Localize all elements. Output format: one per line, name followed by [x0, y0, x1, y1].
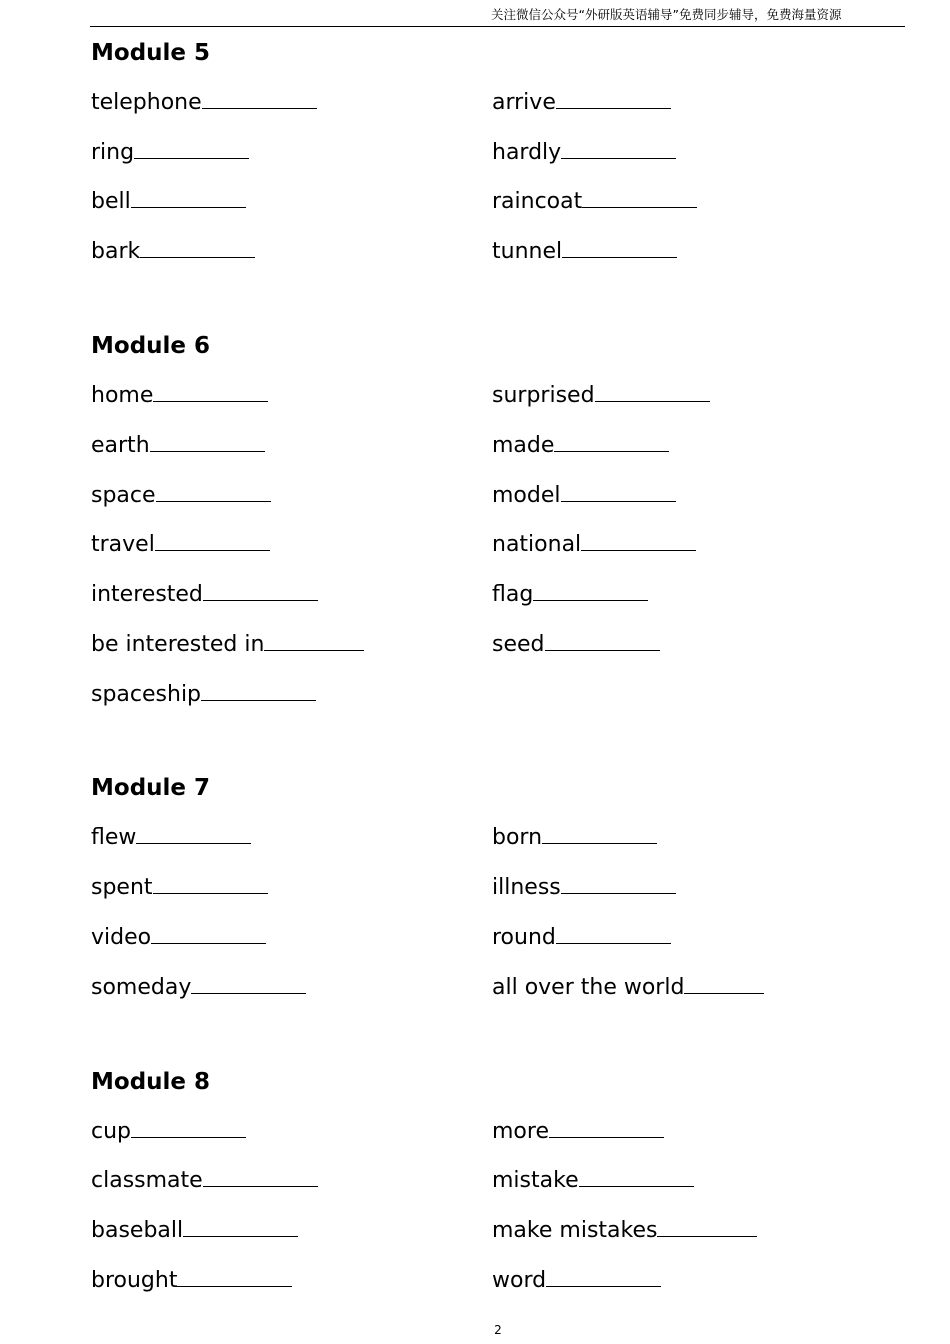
vocab-word: word: [492, 1268, 547, 1293]
vocab-word: travel: [91, 532, 155, 557]
answer-blank[interactable]: [134, 140, 249, 159]
answer-blank[interactable]: [556, 925, 671, 944]
vocab-word: video: [91, 925, 152, 950]
vocab-word: ring: [91, 140, 135, 165]
vocab-item: [91, 581, 318, 609]
vocab-item: [91, 874, 268, 902]
answer-blank[interactable]: [155, 532, 270, 551]
vocab-word: surprised: [492, 383, 595, 408]
vocab-item: [492, 482, 676, 510]
vocab-word: flag: [492, 582, 534, 607]
vocab-item: [91, 482, 271, 510]
vocab-item: [492, 531, 696, 559]
answer-blank[interactable]: [595, 383, 710, 402]
module-title: Module 7: [91, 775, 211, 801]
vocab-item: [492, 1167, 694, 1195]
vocab-item: [91, 631, 364, 659]
answer-blank[interactable]: [556, 90, 671, 109]
answer-blank[interactable]: [264, 632, 364, 651]
vocab-word: make mistakes: [492, 1218, 658, 1243]
vocab-item: [492, 924, 671, 952]
vocab-word: cup: [91, 1119, 132, 1144]
vocab-word: born: [492, 825, 543, 850]
answer-blank[interactable]: [203, 582, 318, 601]
answer-blank[interactable]: [150, 433, 265, 452]
vocab-item: [492, 1267, 661, 1295]
vocab-word: illness: [492, 875, 561, 900]
vocab-item: [492, 188, 697, 216]
vocab-word: telephone: [91, 90, 202, 115]
vocab-word: home: [91, 383, 154, 408]
vocab-word: classmate: [91, 1168, 203, 1193]
vocab-word: mistake: [492, 1168, 579, 1193]
vocab-word: national: [492, 532, 582, 557]
answer-blank[interactable]: [131, 189, 246, 208]
answer-blank[interactable]: [151, 925, 266, 944]
vocab-word: be interested in: [91, 632, 265, 657]
vocab-item: [492, 874, 676, 902]
vocab-item: [91, 1167, 318, 1195]
answer-blank[interactable]: [153, 875, 268, 894]
vocab-word: round: [492, 925, 556, 950]
answer-blank[interactable]: [546, 1268, 661, 1287]
vocab-item: [91, 432, 265, 460]
vocab-word: spent: [91, 875, 153, 900]
vocab-item: [91, 1118, 246, 1146]
answer-blank[interactable]: [191, 975, 306, 994]
vocab-word: space: [91, 483, 156, 508]
vocab-word: someday: [91, 975, 192, 1000]
vocab-word: earth: [91, 433, 150, 458]
module-title: Module 5: [91, 40, 211, 66]
answer-blank[interactable]: [533, 582, 648, 601]
answer-blank[interactable]: [562, 239, 677, 258]
answer-blank[interactable]: [582, 189, 697, 208]
vocab-item: [492, 238, 677, 266]
vocab-item: [91, 382, 268, 410]
answer-blank[interactable]: [183, 1218, 298, 1237]
vocab-item: [492, 1118, 664, 1146]
vocab-item: [91, 681, 316, 709]
vocab-word: arrive: [492, 90, 556, 115]
vocab-item: [91, 89, 317, 117]
vocab-word: bark: [91, 239, 141, 264]
vocab-word: tunnel: [492, 239, 563, 264]
answer-blank[interactable]: [177, 1268, 292, 1287]
vocab-item: [91, 824, 251, 852]
answer-blank[interactable]: [153, 383, 268, 402]
vocab-word: raincoat: [492, 189, 583, 214]
answer-blank[interactable]: [131, 1119, 246, 1138]
vocab-item: [91, 1217, 298, 1245]
answer-blank[interactable]: [542, 825, 657, 844]
page-number: 2: [494, 1323, 502, 1337]
vocab-item: [91, 531, 270, 559]
answer-blank[interactable]: [657, 1218, 757, 1237]
vocab-item: [492, 89, 671, 117]
vocab-item: [492, 631, 660, 659]
vocab-word: brought: [91, 1268, 178, 1293]
vocab-item: [91, 188, 246, 216]
vocab-item: [492, 382, 710, 410]
answer-blank[interactable]: [203, 1168, 318, 1187]
vocab-word: hardly: [492, 140, 562, 165]
answer-blank[interactable]: [201, 682, 316, 701]
vocab-item: [492, 581, 648, 609]
answer-blank[interactable]: [156, 483, 271, 502]
vocab-item: [492, 139, 676, 167]
vocab-item: [91, 924, 266, 952]
vocab-item: [492, 974, 764, 1002]
vocab-word: model: [492, 483, 561, 508]
vocab-word: seed: [492, 632, 545, 657]
vocab-item: [492, 1217, 757, 1245]
vocab-word: bell: [91, 189, 131, 214]
vocab-word: more: [492, 1119, 549, 1144]
module-title: Module 6: [91, 333, 211, 359]
vocab-item: [492, 432, 669, 460]
module-title: Module 8: [91, 1069, 211, 1095]
answer-blank[interactable]: [202, 90, 317, 109]
vocab-item: [91, 139, 249, 167]
answer-blank[interactable]: [549, 1119, 664, 1138]
vocab-word: flew: [91, 825, 137, 850]
answer-blank[interactable]: [561, 140, 676, 159]
vocab-word: all over the world: [492, 975, 685, 1000]
vocab-item: [492, 824, 657, 852]
answer-blank[interactable]: [140, 239, 255, 258]
answer-blank[interactable]: [579, 1168, 694, 1187]
vocab-word: interested: [91, 582, 203, 607]
answer-blank[interactable]: [554, 433, 669, 452]
header-notice: 关注微信公众号“外研版英语辅导”免费同步辅导，免费海量资源: [491, 7, 842, 22]
vocab-word: baseball: [91, 1218, 184, 1243]
vocab-item: [91, 1267, 292, 1295]
answer-blank[interactable]: [136, 825, 251, 844]
vocab-item: [91, 974, 306, 1002]
header-divider: [90, 26, 905, 27]
answer-blank[interactable]: [581, 532, 696, 551]
vocab-item: [91, 238, 255, 266]
vocab-word: spaceship: [91, 682, 202, 707]
answer-blank[interactable]: [545, 632, 660, 651]
answer-blank[interactable]: [561, 875, 676, 894]
answer-blank[interactable]: [561, 483, 676, 502]
answer-blank[interactable]: [684, 975, 764, 994]
vocab-word: made: [492, 433, 555, 458]
